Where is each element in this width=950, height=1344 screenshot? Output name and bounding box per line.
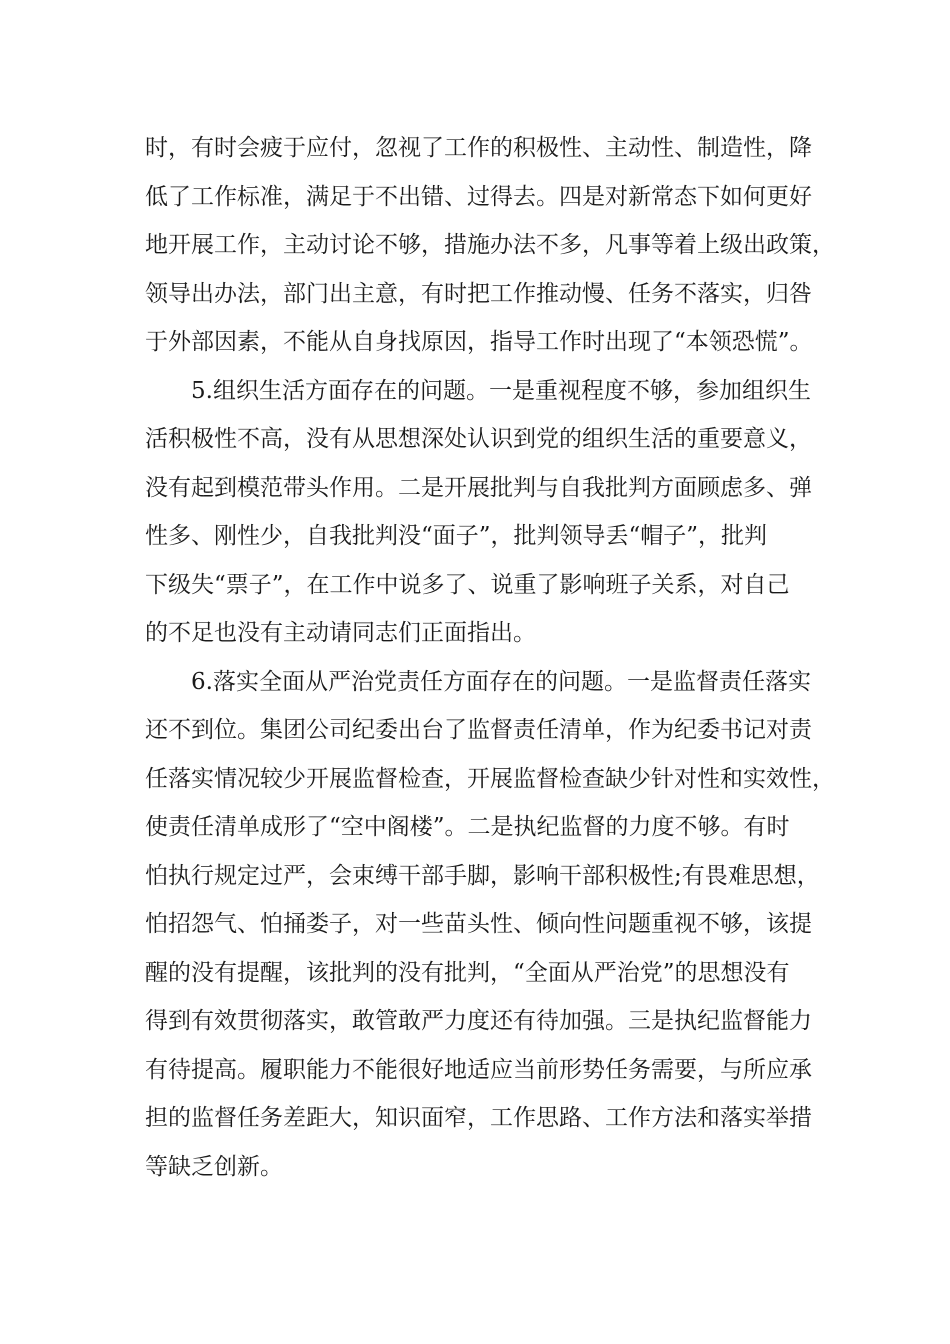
text-line: 于外部因素，不能从自身找原因，指导工作时出现了“本领恐慌”。 <box>145 329 813 355</box>
text-line: 5.组织生活方面存在的问题。一是重视程度不够，参加组织生 <box>191 377 811 404</box>
text-line: 的不足也没有主动请同志们正面指出。 <box>145 620 536 646</box>
text-line: 等缺乏创新。 <box>145 1153 283 1180</box>
document-body <box>145 124 835 1191</box>
text-line: 低了工作标准，满足于不出错、过得去。四是对新常态下如何更好 <box>145 183 812 210</box>
text-line: 性多、刚性少，自我批判没“面子”，批判领导丢“帽子”，批判 <box>145 523 768 549</box>
text-line: 6.落实全面从严治党责任方面存在的问题。一是监督责任落实 <box>191 668 811 695</box>
text-line: 怕执行规定过严，会束缚干部手脚，影响干部积极性;有畏难思想， <box>145 862 820 889</box>
text-line: 有待提高。履职能力不能很好地适应当前形势任务需要，与所应承 <box>145 1056 812 1083</box>
text-line: 使责任清单成形了“空中阁楼”。二是执纪监督的力度不够。有时 <box>145 814 790 840</box>
text-line: 地开展工作，主动讨论不够，措施办法不多，凡事等着上级出政策， <box>145 232 835 258</box>
text-line: 醒的没有提醒，该批判的没有批判，“全面从严治党”的思想没有 <box>145 959 790 986</box>
paragraph-1 <box>145 124 835 367</box>
paragraph-3 <box>145 658 835 1192</box>
text-line: 担的监督任务差距大，知识面窄，工作思路、工作方法和落实举措 <box>145 1105 812 1131</box>
text-line: 还不到位。集团公司纪委出台了监督责任清单，作为纪委书记对责 <box>145 717 812 743</box>
text-line: 时，有时会疲于应付，忽视了工作的积极性、主动性、制造性，降 <box>145 135 812 161</box>
text-line: 活积极性不高，没有从思想深处认识到党的组织生活的重要意义， <box>145 426 812 452</box>
text-line: 得到有效贯彻落实，敢管敢严力度还有待加强。三是执纪监督能力 <box>145 1008 812 1034</box>
text-line: 怕招怨气、怕捅娄子，对一些苗头性、倾向性问题重视不够，该提 <box>145 911 812 937</box>
text-line: 下级失“票子”，在工作中说多了、说重了影响班子关系，对自己 <box>145 571 790 598</box>
text-line: 没有起到模范带头作用。二是开展批判与自我批判方面顾虑多、弹 <box>145 474 812 501</box>
text-line: 任落实情况较少开展监督检查，开展监督检查缺少针对性和实效性， <box>145 765 835 792</box>
paragraph-2 <box>145 367 825 658</box>
text-line: 领导出办法，部门出主意，有时把工作推动慢、任务不落实，归咎 <box>145 280 812 307</box>
